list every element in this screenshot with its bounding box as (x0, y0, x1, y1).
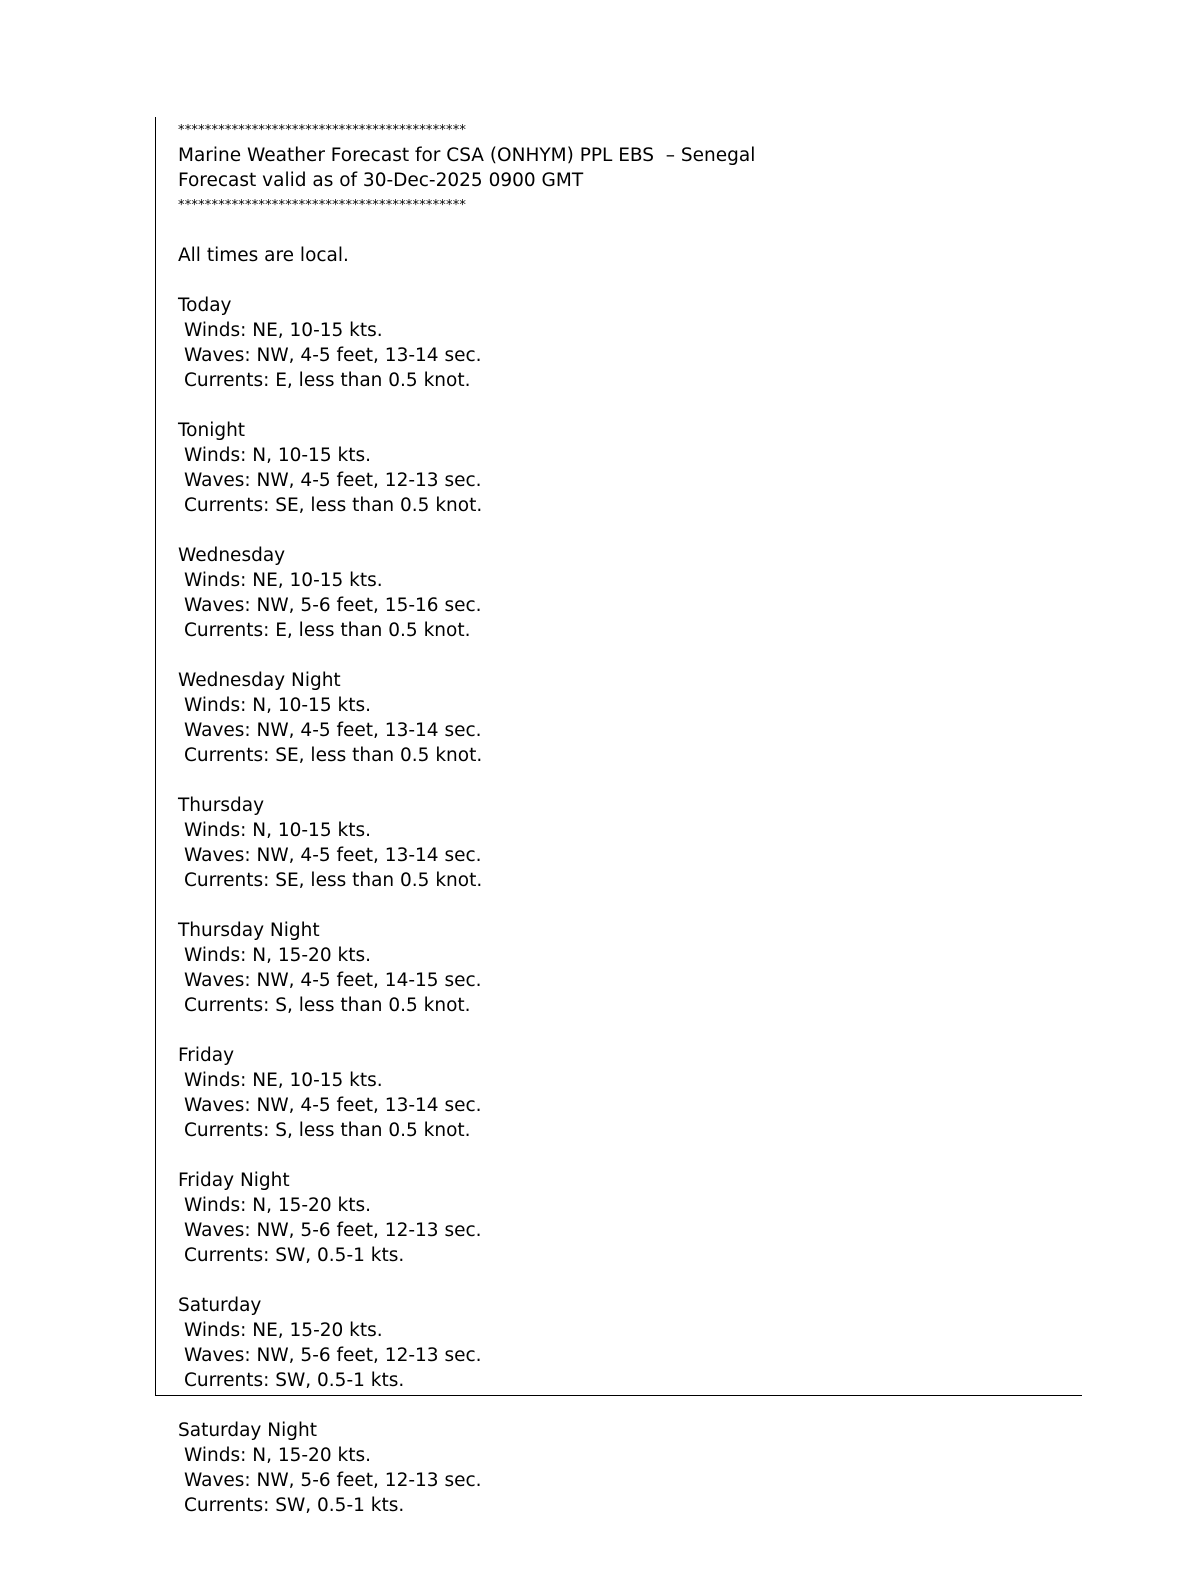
currents-line: Currents: SE, less than 0.5 knot. (184, 745, 483, 766)
period-name: Thursday Night (178, 920, 320, 941)
currents-line: Currents: S, less than 0.5 knot. (184, 995, 471, 1016)
period-thursday (178, 793, 1058, 893)
winds-line: Winds: NE, 10-15 kts. (184, 570, 383, 591)
winds-line: Winds: NE, 15-20 kts. (184, 1320, 383, 1341)
period-name: Saturday Night (178, 1420, 317, 1441)
waves-line: Waves: NW, 4-5 feet, 13-14 sec. (184, 345, 482, 366)
forecast-valid-time: Forecast valid as of 30-Dec-2025 0900 GMT (178, 170, 584, 191)
currents-line: Currents: SW, 0.5-1 kts. (184, 1245, 405, 1266)
period-friday (178, 1043, 1058, 1143)
currents-line: Currents: SE, less than 0.5 knot. (184, 870, 483, 891)
period-name: Thursday (178, 795, 265, 816)
winds-line: Winds: N, 10-15 kts. (184, 445, 371, 466)
winds-line: Winds: N, 15-20 kts. (184, 1445, 371, 1466)
period-name: Wednesday Night (178, 670, 341, 691)
waves-line: Waves: NW, 5-6 feet, 12-13 sec. (184, 1470, 482, 1491)
period-saturday-night (178, 1418, 1058, 1518)
waves-line: Waves: NW, 4-5 feet, 14-15 sec. (184, 970, 482, 991)
waves-line: Waves: NW, 4-5 feet, 12-13 sec. (184, 470, 482, 491)
currents-line: Currents: SW, 0.5-1 kts. (184, 1370, 405, 1391)
winds-line: Winds: N, 10-15 kts. (184, 695, 371, 716)
currents-line: Currents: SE, less than 0.5 knot. (184, 495, 483, 516)
period-saturday (178, 1293, 1058, 1393)
waves-line: Waves: NW, 5-6 feet, 12-13 sec. (184, 1220, 482, 1241)
spacer (178, 268, 1058, 293)
time-note: All times are local. (178, 245, 349, 266)
winds-line: Winds: NE, 10-15 kts. (184, 320, 383, 341)
waves-line: Waves: NW, 5-6 feet, 15-16 sec. (184, 595, 482, 616)
currents-line: Currents: E, less than 0.5 knot. (184, 370, 471, 391)
waves-line: Waves: NW, 5-6 feet, 12-13 sec. (184, 1345, 482, 1366)
period-name: Friday Night (178, 1170, 290, 1191)
period-name: Wednesday (178, 545, 286, 566)
period-name: Today (178, 295, 232, 316)
waves-line: Waves: NW, 4-5 feet, 13-14 sec. (184, 1095, 482, 1116)
header-stars-bottom: ******************************************* (178, 198, 467, 213)
winds-line: Winds: N, 15-20 kts. (184, 945, 371, 966)
waves-line: Waves: NW, 4-5 feet, 13-14 sec. (184, 845, 482, 866)
period-today (178, 293, 1058, 393)
period-thursday-night (178, 918, 1058, 1018)
currents-line: Currents: S, less than 0.5 knot. (184, 1120, 471, 1141)
period-name: Friday (178, 1045, 235, 1066)
period-wednesday (178, 543, 1058, 643)
winds-line: Winds: NE, 10-15 kts. (184, 1070, 383, 1091)
forecast-title: Marine Weather Forecast for CSA (ONHYM) PPL EBS – Senegal (178, 145, 756, 166)
forecast-document (178, 118, 1058, 1543)
period-name: Saturday (178, 1295, 262, 1316)
period-friday-night (178, 1168, 1058, 1268)
header-stars-top: ******************************************* (178, 123, 467, 138)
winds-line: Winds: N, 10-15 kts. (184, 820, 371, 841)
currents-line: Currents: SW, 0.5-1 kts. (184, 1495, 405, 1516)
period-tonight (178, 418, 1058, 518)
spacer (178, 218, 1058, 243)
currents-line: Currents: E, less than 0.5 knot. (184, 620, 471, 641)
winds-line: Winds: N, 15-20 kts. (184, 1195, 371, 1216)
period-name: Tonight (178, 420, 246, 441)
period-wednesday-night (178, 668, 1058, 768)
left-margin-rule (155, 117, 156, 1396)
waves-line: Waves: NW, 4-5 feet, 13-14 sec. (184, 720, 482, 741)
